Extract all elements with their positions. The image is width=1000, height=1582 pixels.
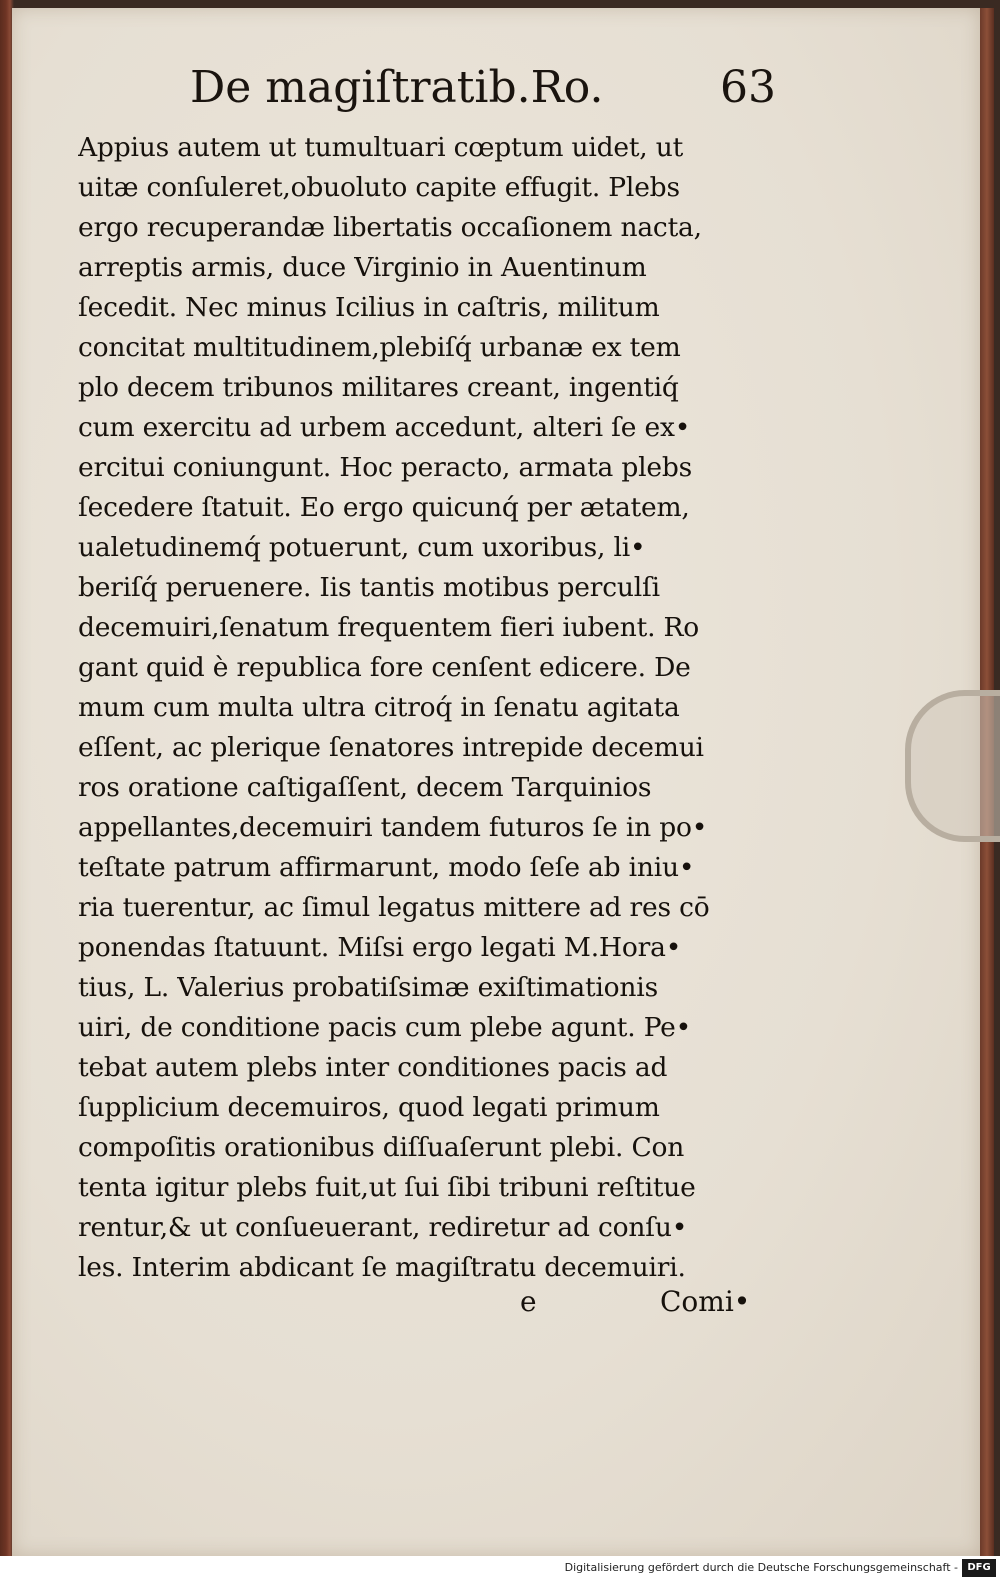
text-line: cum exercitu ad urbem accedunt, alteri ſe ex•: [78, 412, 691, 443]
text-line: gant quid è republica fore cenſent edicere. De: [78, 652, 691, 683]
running-head: [190, 62, 830, 122]
catchword: Comi•: [660, 1285, 751, 1318]
text-line: uiri, de conditione pacis cum plebe agunt. Pe•: [78, 1012, 692, 1043]
text-line: uitæ conſuleret,obuoluto capite effugit. Plebs: [78, 172, 680, 203]
dfg-logo: DFG: [962, 1559, 996, 1577]
book-clasp: [905, 690, 1000, 842]
text-line: ergo recuperandæ libertatis occaſionem nacta,: [78, 212, 702, 243]
page-number: 63: [720, 62, 776, 113]
text-line: tebat autem plebs inter conditiones pacis ad: [78, 1052, 668, 1083]
text-line: Appius autem ut tumultuari cœptum uidet, ut: [78, 132, 684, 163]
text-line: mum cum multa ultra citroq́ in ſenatu agitata: [78, 692, 680, 723]
text-line: decemuiri,ſenatum frequentem fieri iubent. Ro: [78, 612, 700, 643]
text-line: ſecedit. Nec minus Icilius in caſtris, militum: [78, 292, 660, 323]
text-line: ualetudinemq́ potuerunt, cum uxoribus, li•: [78, 532, 646, 563]
running-title: De magiſtratib.Ro.: [190, 62, 604, 113]
text-line: ria tuerentur, ac ſimul legatus mittere ad res cō: [78, 892, 710, 923]
footer-credit: Digitalisierung gefördert durch die Deutsche Forschungsgemeinschaft -: [564, 1561, 958, 1574]
text-line: ercitui coniungunt. Hoc peracto, armata plebs: [78, 452, 693, 483]
text-line: ſecedere ſtatuit. Eo ergo quicunq́ per ætatem,: [78, 492, 690, 523]
text-line: arreptis armis, duce Virginio in Auentinum: [78, 252, 647, 283]
text-line: les. Interim abdicant ſe magiſtratu decemuiri.: [78, 1252, 686, 1283]
text-line: concitat multitudinem,plebiſq́ urbanæ ex tem: [78, 332, 681, 363]
signature-mark: e: [520, 1285, 537, 1318]
body-text: [78, 128, 808, 1288]
digitization-footer: [0, 1556, 1000, 1582]
text-line: rentur,& ut conſueuerant, rediretur ad conſu•: [78, 1212, 688, 1243]
text-line: beriſq́ peruenere. Iis tantis motibus perculſi: [78, 572, 660, 603]
text-line: tius, L. Valerius probatiſsimæ exiſtimationis: [78, 972, 658, 1003]
text-line: teſtate patrum affirmarunt, modo ſeſe ab iniu•: [78, 852, 695, 883]
text-line: tenta igitur plebs fuit,ut ſui ſibi tribuni reſtitue: [78, 1172, 696, 1203]
text-line: ros oratione caſtigaſſent, decem Tarquinios: [78, 772, 652, 803]
text-line: compoſitis orationibus diſſuaſerunt plebi. Con: [78, 1132, 685, 1163]
text-line: eſſent, ac plerique ſenatores intrepide decemui: [78, 732, 704, 763]
text-line: ponendas ſtatuunt. Miſsi ergo legati M.Hora•: [78, 932, 682, 963]
text-line: appellantes,decemuiri tandem futuros ſe in po•: [78, 812, 708, 843]
catchword-row: [520, 1285, 780, 1325]
text-line: plo decem tribunos militares creant, ingentiq́: [78, 372, 679, 403]
text-line: ſupplicium decemuiros, quod legati primum: [78, 1092, 660, 1123]
